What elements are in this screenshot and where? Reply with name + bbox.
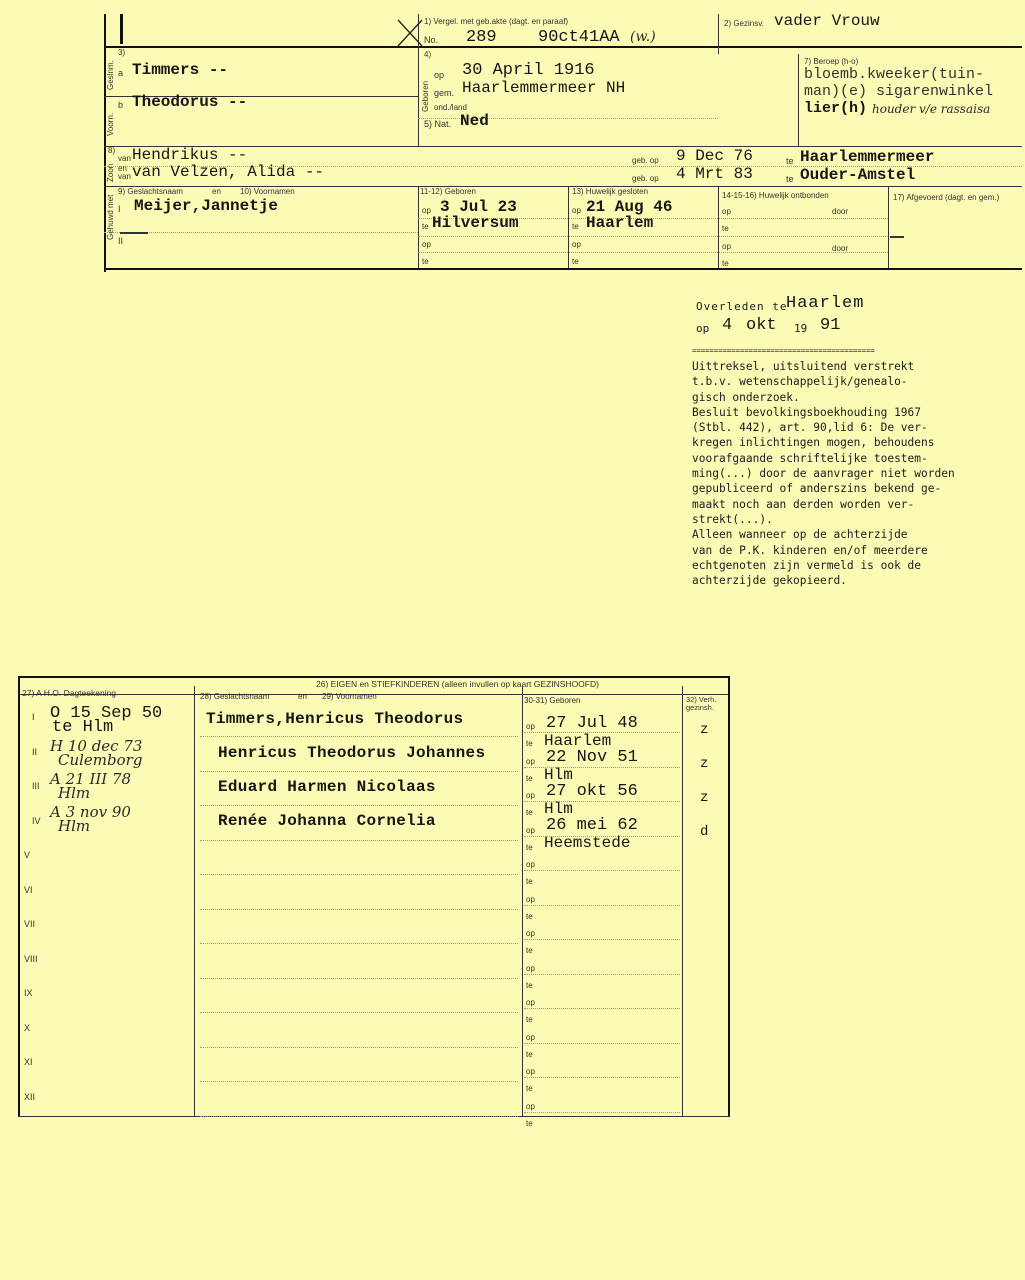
- born-op-prefix: op: [526, 791, 535, 800]
- mother-born: 4 Mrt 83: [676, 165, 753, 183]
- spouse-row-2-numeral: II: [118, 236, 124, 246]
- birth-place: Haarlemmermeer NH: [462, 79, 626, 97]
- nationality: Ned: [460, 112, 489, 130]
- notice-rule: ==========================================: [692, 346, 875, 355]
- field-1-no-prefix: No.: [424, 35, 439, 45]
- row-line: [200, 943, 518, 944]
- born-te-prefix: te: [526, 808, 533, 817]
- roman-numeral: II: [32, 746, 38, 757]
- child-name: Renée Johanna Cornelia: [218, 812, 436, 830]
- death-day: 4: [722, 316, 733, 335]
- roman-numeral: XI: [24, 1057, 33, 1067]
- born-op-prefix: op: [526, 894, 535, 904]
- child-name: Henricus Theodorus Johannes: [218, 744, 486, 762]
- notice-line: t.b.v. wetenschappelijk/genealo-: [692, 375, 908, 389]
- notice-line: Alleen wanneer op de achterzijde: [692, 528, 908, 542]
- born-te-prefix: te: [526, 739, 533, 748]
- father-born: 9 Dec 76: [676, 147, 753, 165]
- field-11-label: 11-12) Geboren: [420, 187, 476, 196]
- child-relation: z: [700, 756, 709, 772]
- nationality-prefix: 5) Nat.: [424, 119, 452, 129]
- row-line: [200, 909, 518, 910]
- field-9-en: en: [212, 187, 221, 196]
- row-line: [200, 771, 518, 772]
- marriage-place: Haarlem: [586, 214, 654, 232]
- death-year-prefix: 19: [794, 322, 808, 335]
- field-9-label: 9) Geslachtsnaam: [118, 187, 183, 196]
- field-1-date: 90ct41AA: [538, 28, 620, 47]
- child-birth-date: 26 mei 62: [546, 816, 638, 835]
- roman-numeral: X: [24, 1022, 31, 1033]
- born-op-prefix: op: [526, 929, 535, 938]
- born-line: [524, 974, 680, 975]
- card-personal: [0, 0, 1025, 280]
- parents-en-label: en: [118, 164, 127, 173]
- father-place: Haarlemmermeer: [800, 148, 935, 166]
- born-te-prefix: te: [526, 1049, 533, 1059]
- col-28-label: 28) Geslachtsnaam: [200, 692, 270, 701]
- born-line: [524, 1077, 680, 1078]
- child-birth-place: Haarlem: [544, 732, 612, 750]
- cross-mark-icon: [396, 18, 424, 48]
- born-line: [524, 732, 680, 733]
- row-line: [200, 1047, 518, 1048]
- spouse-born-te: te: [422, 222, 429, 231]
- child-relation: z: [700, 722, 709, 738]
- land-prefix: ond./land: [434, 103, 467, 112]
- born-op-prefix: op: [526, 963, 535, 973]
- ho-entry-line-2: Culemborg: [58, 751, 143, 769]
- father-prefix: van: [118, 154, 131, 163]
- roman-numeral: VI: [24, 884, 33, 895]
- father-born-prefix: geb. op: [632, 156, 659, 165]
- field-1-paraaf: (w.): [630, 29, 656, 45]
- death-stamp: [696, 296, 996, 340]
- mother-place: Ouder-Amstel: [800, 166, 916, 184]
- spouse-row-1-numeral: I: [118, 204, 121, 214]
- surname-side-label: Geslnm.: [106, 60, 115, 90]
- f13-op-2: op: [572, 240, 581, 249]
- born-op-prefix: op: [526, 998, 535, 1007]
- marriage-date: 21 Aug 46: [586, 198, 673, 216]
- child-birth-place: Hlm: [544, 800, 573, 818]
- death-year: 91: [820, 316, 841, 335]
- death-place: Haarlem: [786, 294, 865, 313]
- row-line: [200, 840, 518, 841]
- field-4-label: 4): [424, 50, 432, 59]
- born-te-prefix: te: [526, 1084, 533, 1093]
- ho-entry-line-2: Hlm: [58, 817, 91, 835]
- dissolved-door-2: door: [832, 244, 849, 253]
- ho-entry-line-2: Hlm: [58, 784, 91, 802]
- ho-entry-line-2: te Hlm: [52, 718, 114, 737]
- roman-numeral: VIII: [24, 953, 38, 964]
- born-op-prefix: op: [526, 825, 535, 835]
- occupation-line-3: lier(h): [804, 100, 868, 117]
- children-title: 26) EIGEN en STIEFKINDEREN (alleen invullen op kaart GEZINSHOOFD): [316, 679, 599, 689]
- col-28-en: en: [298, 692, 307, 701]
- marriage-te: te: [572, 222, 579, 231]
- roman-numeral: VII: [24, 919, 36, 929]
- born-te-prefix: te: [526, 1015, 533, 1024]
- married-side-label: Gehuwd met: [106, 194, 115, 240]
- col-30-label: 30-31) Geboren: [524, 696, 581, 705]
- dissolved-te-1: te: [722, 224, 729, 233]
- notice-line: maakt noch aan derden worden ver-: [692, 497, 915, 511]
- notice-line: gisch onderzoek.: [692, 390, 800, 404]
- roman-numeral: IV: [32, 815, 41, 826]
- born-line: [524, 836, 680, 837]
- father-place-prefix: te: [786, 156, 794, 166]
- child-birth-place: Heemstede: [544, 834, 631, 852]
- birth-date-prefix: op: [434, 70, 445, 80]
- child-relation: d: [700, 824, 709, 840]
- born-op-prefix: op: [526, 1032, 535, 1042]
- dissolved-door-1: door: [832, 207, 849, 216]
- born-te-prefix: te: [526, 877, 533, 886]
- notice-line: gepubliceerd of anderszins bekend ge-: [692, 482, 942, 496]
- born-te-prefix: te: [526, 1118, 533, 1128]
- mother-place-prefix: te: [786, 174, 794, 184]
- firstnames-side-label: Voorn.: [106, 112, 115, 136]
- spouse-born-date: 3 Jul 23: [440, 198, 517, 216]
- spouse-born-op: op: [422, 206, 431, 215]
- born-line: [524, 905, 680, 906]
- occupation-handwritten: houder v/e rassaisa: [872, 102, 991, 116]
- dissolved-op-2: op: [722, 242, 731, 251]
- field-3-label: 3): [118, 48, 126, 57]
- ho-entry-line-1: A 3 nov 90: [50, 803, 131, 821]
- notice-line: Besluit bevolkingsboekhouding 1967: [692, 405, 922, 419]
- row-line: [200, 1081, 518, 1082]
- death-month: okt: [746, 316, 777, 335]
- row-line: [200, 1012, 518, 1013]
- field-1-number: 289: [466, 28, 497, 47]
- surname-marker: a: [118, 68, 124, 78]
- f13-te-2: te: [572, 257, 579, 266]
- surname-value: Timmers --: [132, 61, 229, 79]
- occupation-line-2: man)(e) sigarenwinkel: [804, 83, 994, 100]
- born-line: [524, 801, 680, 802]
- col-29-label: 29) Voornamen: [322, 692, 377, 701]
- born-te-prefix: te: [526, 911, 533, 921]
- born-line: [524, 767, 680, 768]
- notice-line: strekt(...).: [692, 512, 773, 526]
- dissolved-op-1: op: [722, 207, 731, 216]
- child-name: Eduard Harmen Nicolaas: [218, 778, 436, 796]
- born-op-prefix: op: [526, 756, 535, 766]
- field-2-label: 2) Gezinsv.: [724, 19, 764, 28]
- birth-place-prefix: gem.: [434, 88, 455, 98]
- father-name: Hendrikus --: [132, 146, 248, 164]
- born-line: [524, 1112, 680, 1113]
- born-te-prefix: te: [526, 946, 533, 955]
- notice-line: Uittreksel, uitsluitend verstrekt: [692, 360, 915, 373]
- card-children: [0, 660, 1025, 1130]
- field-1-label: 1) Vergel. met geb.akte (dagt. en paraaf): [424, 17, 569, 26]
- notice-line: achterzijde gekopieerd.: [692, 574, 847, 588]
- child-birth-place: Hlm: [544, 766, 573, 784]
- roman-numeral: V: [24, 850, 31, 860]
- field-14-label: 14-15-16) Huwelijk ontbonden: [722, 191, 829, 200]
- spouse-name: Meijer,Jannetje: [134, 197, 279, 215]
- roman-numeral: IX: [24, 988, 33, 998]
- born-op-prefix: op: [526, 860, 535, 869]
- row-line: [200, 805, 518, 806]
- mother-prefix: van: [118, 172, 131, 181]
- col-32-label: 32) Verh. gezinsh.: [686, 695, 717, 712]
- born-line: [524, 1008, 680, 1009]
- row-line: [200, 978, 518, 979]
- born-line: [524, 939, 680, 940]
- mother-name: van Velzen, Alida --: [132, 163, 325, 181]
- roman-numeral: XII: [24, 1091, 36, 1102]
- occupation-line-1: bloemb.kweeker(tuin-: [804, 66, 985, 83]
- death-op: op: [696, 322, 710, 335]
- col-27-label: 27) A H.O. Dagteekening: [22, 688, 117, 698]
- ho-entry-line-1: H 10 dec 73: [50, 737, 143, 755]
- row-line: [200, 1116, 518, 1117]
- born-te-prefix: te: [526, 773, 533, 783]
- born-line: [524, 1043, 680, 1044]
- roman-numeral: I: [32, 712, 35, 722]
- born-line: [524, 870, 680, 871]
- roman-numeral: III: [32, 781, 40, 791]
- notice-line: (Stbl. 442), art. 90,lid 6: De ver-: [692, 421, 928, 435]
- notice-text: [692, 359, 1012, 588]
- born-op-prefix: op: [526, 722, 535, 731]
- row-line: [200, 736, 518, 737]
- field-17-label: 17) Afgevoerd (dagt. en gem.): [893, 193, 1000, 202]
- row-line: [200, 874, 518, 875]
- firstnames-marker: b: [118, 100, 124, 110]
- born-op-prefix: op: [526, 1067, 535, 1076]
- notice-line: van de P.K. kinderen en/of meerdere: [692, 543, 928, 557]
- born-side-label: Geboren: [421, 80, 430, 112]
- notice-line: ming(...) door de aanvrager niet worden: [692, 467, 955, 481]
- privacy-notice: [692, 346, 1012, 588]
- child-birth-date: 27 okt 56: [546, 782, 638, 801]
- field-10-label: 10) Voornamen: [240, 187, 295, 196]
- born-op-prefix: op: [526, 1101, 535, 1111]
- child-birth-date: 22 Nov 51: [546, 748, 638, 767]
- death-label: Overleden te: [696, 300, 788, 313]
- marriage-op: op: [572, 206, 581, 215]
- field-8-label: 8): [108, 146, 116, 155]
- son-side-label: Zoon: [106, 163, 115, 182]
- dissolved-te-2: te: [722, 259, 729, 268]
- child-relation: z: [700, 790, 709, 806]
- mother-born-prefix: geb. op: [632, 174, 659, 183]
- field-2-value: vader Vrouw: [774, 12, 880, 30]
- notice-line: kregen inlichtingen mogen, behoudens: [692, 436, 935, 450]
- field-13-label: 13) Huwelijk gesloten: [572, 187, 649, 196]
- born-te-prefix: te: [526, 980, 533, 990]
- firstnames-value: Theodorus --: [132, 93, 248, 111]
- f11-op-2: op: [422, 240, 431, 249]
- spouse-born-place: Hilversum: [432, 214, 519, 232]
- notice-line: echtgenoten zijn vermeld is ook de: [692, 558, 922, 572]
- field-7-label: 7) Beroep (h-o): [804, 57, 859, 66]
- ho-entry-line-1: A 21 III 78: [50, 770, 132, 788]
- f11-te-2: te: [422, 257, 429, 266]
- child-birth-date: 27 Jul 48: [546, 714, 638, 733]
- ho-entry-line-1: O 15 Sep 50: [50, 704, 163, 723]
- born-te-prefix: te: [526, 842, 533, 852]
- child-name: Timmers,Henricus Theodorus: [206, 710, 464, 728]
- birth-date: 30 April 1916: [462, 61, 595, 80]
- notice-line: voorafgaande schriftelijke toestem-: [692, 451, 928, 465]
